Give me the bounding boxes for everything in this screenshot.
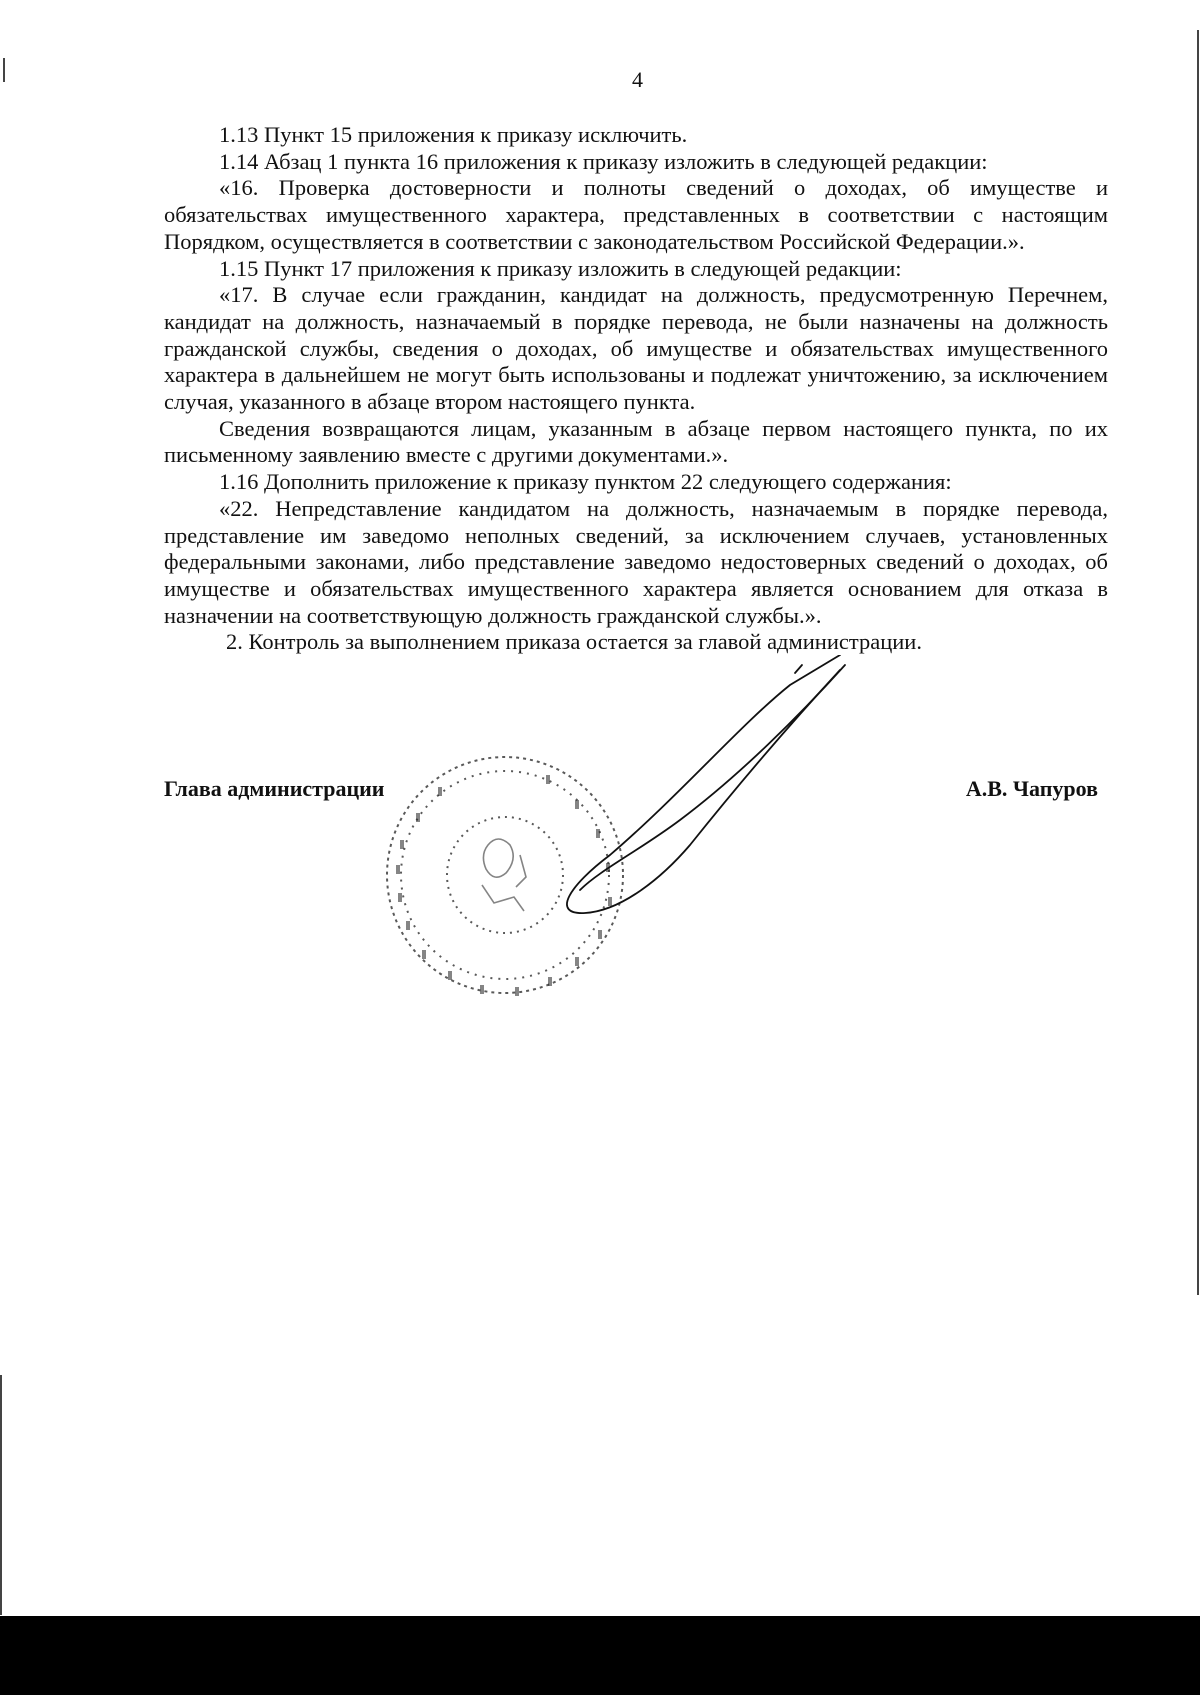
document-body — [164, 122, 1108, 656]
paragraph-item-16: «16. Проверка достоверности и полноты сведений о доходах, об имуществе и обязательствах имущественного характера, представленных в соответствии с настоящим Порядком, осуществляется в соответствии с законодательством Российской Федерации.». — [164, 175, 1108, 254]
signatory-name: А.В. Чапуров — [965, 776, 1098, 801]
scan-edge-mark-left-bottom — [0, 1375, 2, 1615]
scan-bottom-border — [0, 1616, 1200, 1695]
paragraph-item-17-part-2: Сведения возвращаются лицам, указанным в абзаце первом настоящего пункта, по их письменному заявлению вместе с другими документами.». — [164, 415, 1108, 468]
scan-edge-mark-right — [1197, 30, 1199, 1295]
paragraph-1-16: 1.16 Дополнить приложение к приказу пунктом 22 следующего содержания: — [219, 469, 952, 495]
paragraph-1-14: 1.14 Абзац 1 пункта 16 приложения к приказу изложить в следующей редакции: — [219, 148, 988, 174]
signatory-position: Глава администрации — [164, 776, 385, 801]
paragraph-1-13: 1.13 Пункт 15 приложения к приказу исключить. — [219, 122, 688, 147]
paragraph-item-17: «17. В случае если гражданин, кандидат на должность, предусмотренную Перечнем, кандидат на должность, назначаемый в порядке перевода, не были назначены на должность гражданской службы, сведения о доходах, об имуществе и обязательствах имущественного характера в дальнейшем не могут быть использованы и подлежат уничтожению, за исключением случая, указанного в абзаце втором настоящего пункта. — [164, 282, 1108, 415]
handwritten-signature — [540, 655, 890, 935]
paragraph-item-22: «22. Непредставление кандидатом на должность, назначаемым в порядке перевода, представление им заведомо неполных сведений, за исключением случаев, установленных федеральными законами, либо представление заведомо недостоверных сведений о доходах, об имуществе и обязательствах имущественного характера является основанием для отказа в назначении на соответствующую должность гражданской службы.». — [164, 495, 1108, 628]
paragraph-1-15: 1.15 Пункт 17 приложения к приказу изложить в следующей редакции: — [219, 255, 902, 281]
paragraph-control: 2. Контроль за выполнением приказа остается за главой администрации. — [226, 629, 922, 655]
page-number: 4 — [632, 67, 643, 92]
